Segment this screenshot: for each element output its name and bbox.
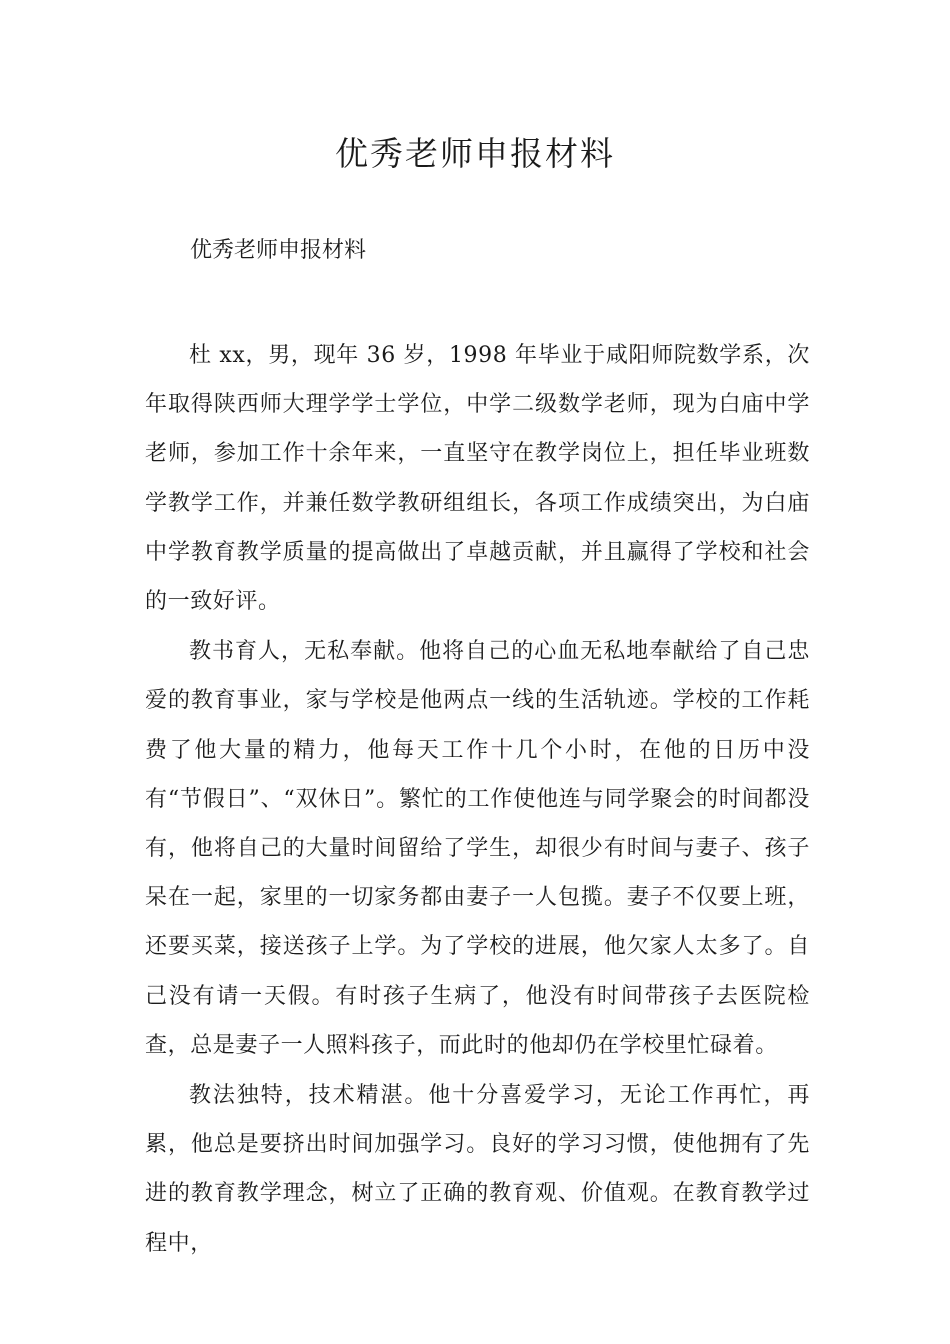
paragraph-intro: 杜 xx，男，现年 36 岁，1998 年毕业于咸阳师院数学系，次年取得陕西师大理学学士学位，中学二级数学老师，现为白庙中学老师，参加工作十余年来，一直坚守在教学岗位上，担任毕业班数学教学工作，并兼任数学教研组组长，各项工作成绩突出，为白庙中学教育教学质量的提高做出了卓越贡献，并且赢得了学校和社会的一致好评。 bbox=[145, 343, 810, 615]
document-body bbox=[145, 331, 810, 1269]
document-title: 优秀老师申报材料 bbox=[335, 134, 615, 173]
document-subtitle: 优秀老师申报材料 bbox=[190, 238, 367, 263]
paragraph-dedication: 教书育人，无私奉献。他将自己的心血无私地奉献给了自己忠爱的教育事业，家与学校是他两点一线的生活轨迹。学校的工作耗费了他大量的精力，他每天工作十几个小时，在他的日历中没有“节假日”、“双休日”。繁忙的工作使他连与同学聚会的时间都没有，他将自己的大量时间留给了学生，却很少有时间与妻子、孩子呆在一起，家里的一切家务都由妻子一人包揽。妻子不仅要上班，还要买菜，接送孩子上学。为了学校的进展，他欠家人太多了。自己没有请一天假。有时孩子生病了，他没有时间带孩子去医院检查，总是妻子一人照料孩子，而此时的他却仍在学校里忙碌着。 bbox=[145, 639, 810, 1058]
paragraph-teaching-method: 教法独特，技术精湛。他十分喜爱学习，无论工作再忙，再累，他总是要挤出时间加强学习。良好的学习习惯，使他拥有了先进的教育教学理念，树立了正确的教育观、价值观。在教育教学过程中， bbox=[145, 1083, 810, 1256]
